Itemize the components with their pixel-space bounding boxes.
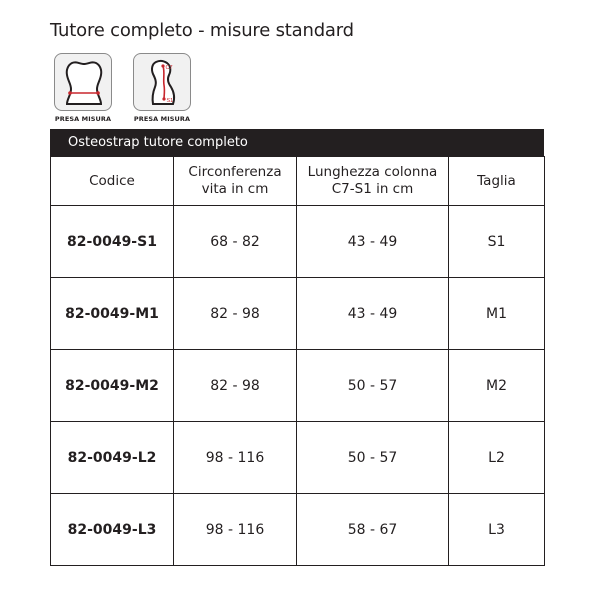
cell-waist: 68 - 82 — [174, 206, 297, 278]
side-profile-outline-icon — [134, 54, 192, 112]
icon-caption: PRESA MISURA — [54, 115, 112, 123]
cell-size: S1 — [449, 206, 545, 278]
cell-waist: 98 - 116 — [174, 494, 297, 566]
cell-size: L2 — [449, 422, 545, 494]
torso-outline-icon — [55, 54, 113, 112]
cell-waist: 82 - 98 — [174, 350, 297, 422]
cell-spine-length: 43 - 49 — [297, 206, 449, 278]
column-header-waist: Circonferenza vita in cm — [174, 157, 297, 206]
cell-code: 82-0049-L2 — [51, 422, 174, 494]
column-header-spine-length: Lunghezza colonna C7-S1 in cm — [297, 157, 449, 206]
cell-code: 82-0049-S1 — [51, 206, 174, 278]
table-header-row — [51, 157, 545, 206]
spine-length-measure-icon — [133, 53, 191, 111]
cell-code: 82-0049-M2 — [51, 350, 174, 422]
icon-caption: PRESA MISURA — [133, 115, 191, 123]
size-table — [50, 129, 544, 566]
cell-size: M2 — [449, 350, 545, 422]
cell-spine-length: 50 - 57 — [297, 422, 449, 494]
table-row — [51, 278, 545, 350]
waist-measure-icon — [54, 53, 112, 111]
table-row — [51, 206, 545, 278]
cell-waist: 98 - 116 — [174, 422, 297, 494]
column-header-size: Taglia — [449, 157, 545, 206]
cell-code: 82-0049-M1 — [51, 278, 174, 350]
table-row — [51, 422, 545, 494]
cell-waist: 82 - 98 — [174, 278, 297, 350]
table-row — [51, 494, 545, 566]
cell-spine-length: 43 - 49 — [297, 278, 449, 350]
table-row — [51, 350, 545, 422]
column-header-code: Codice — [51, 157, 174, 206]
cell-size: L3 — [449, 494, 545, 566]
cell-size: M1 — [449, 278, 545, 350]
s1-label: S1 — [166, 98, 174, 104]
cell-spine-length: 58 - 67 — [297, 494, 449, 566]
cell-spine-length: 50 - 57 — [297, 350, 449, 422]
table-title: Osteostrap tutore completo — [50, 129, 544, 156]
size-chart-table — [50, 156, 545, 566]
cell-code: 82-0049-L3 — [51, 494, 174, 566]
c7-label: C7 — [165, 65, 173, 71]
page-title: Tutore completo - misure standard — [50, 20, 354, 41]
